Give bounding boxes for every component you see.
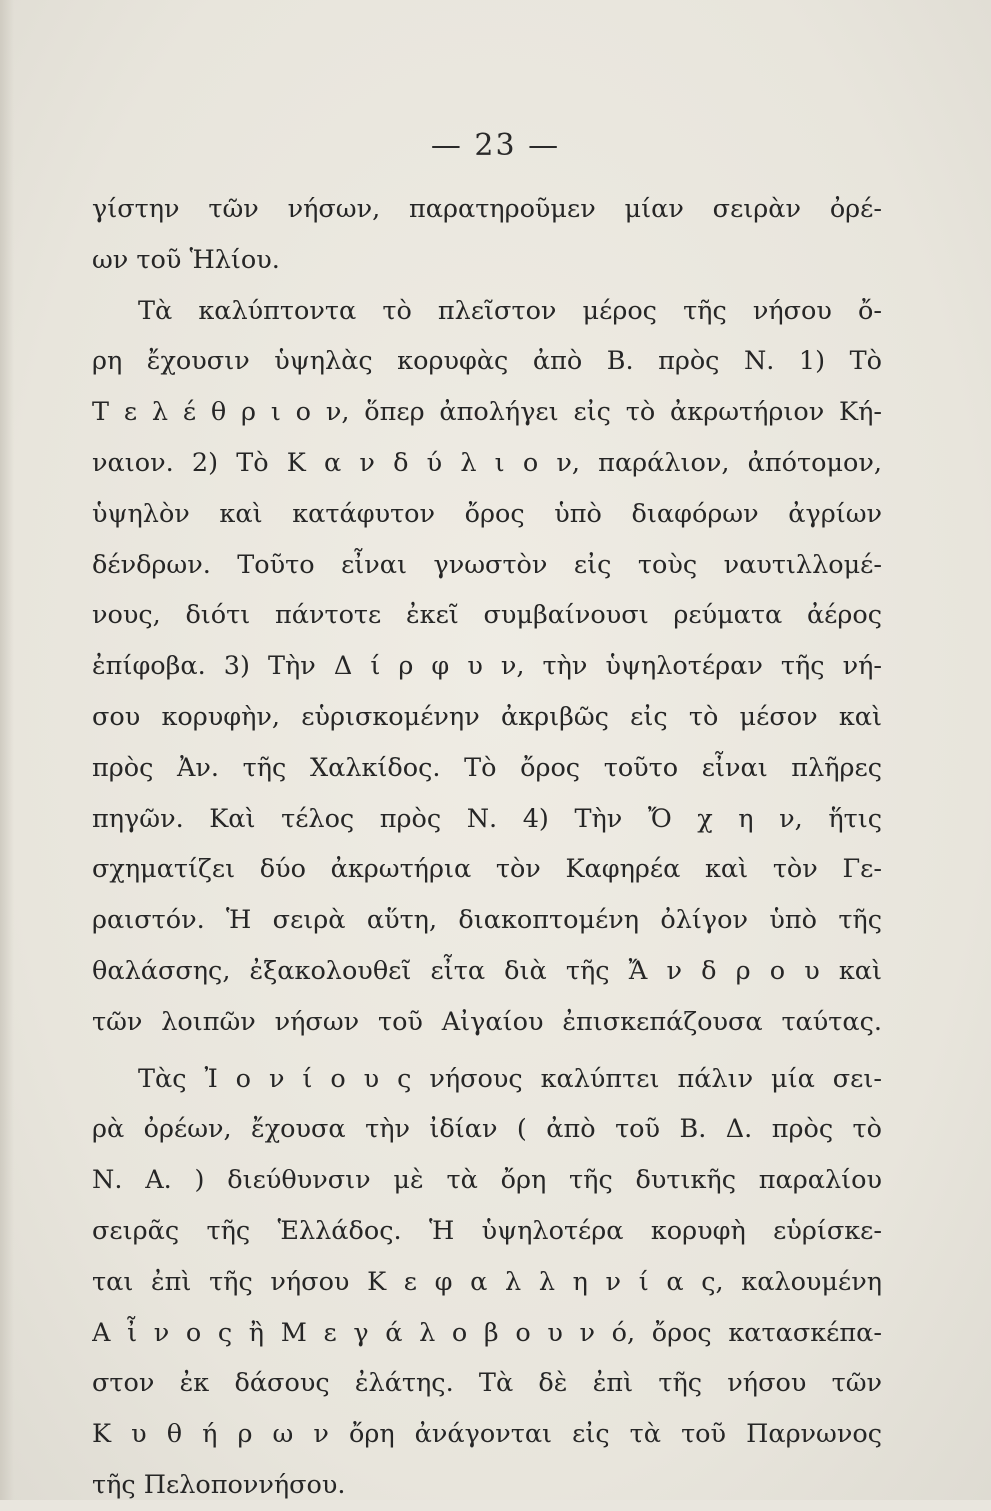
- text-line: Α ἶ ν ο ς ἢ Μ ε γ ά λ ο β ο υ ν ό, ὄρος κατασκέπα-: [92, 1317, 882, 1348]
- text-line: τῆς Πελοποννήσου.: [92, 1469, 346, 1500]
- paragraph-start-line: Τὰ καλύπτοντα τὸ πλεῖστον μέρος τῆς νήσου ὄ-: [138, 295, 882, 326]
- text-line: γίστην τῶν νήσων, παρατηροῦμεν μίαν σειρὰν ὀρέ-: [92, 194, 882, 224]
- text-line: στον ἐκ δάσους ἐλάτης. Τὰ δὲ ἐπὶ τῆς νήσου τῶν: [92, 1368, 882, 1399]
- text-line: σειρᾶς τῆς Ἑλλάδος. Ἡ ὑψηλοτέρα κορυφὴ εὑρίσκε-: [92, 1215, 882, 1246]
- text-line: ἐπίφοβα. 3) Τὴν Δ ί ρ φ υ ν, τὴν ὑψηλοτέραν τῆς νή-: [92, 651, 882, 682]
- text-line: Τ ε λ έ θ ρ ι ο ν, ὅπερ ἀπολήγει εἰς τὸ ἀκρωτήριον Κή-: [92, 397, 882, 428]
- text-line: ναιον. 2) Τὸ Κ α ν δ ύ λ ι ο ν, παράλιον, ἀπότομον,: [92, 447, 882, 478]
- page-number: — 23 —: [430, 128, 561, 163]
- text-line: πηγῶν. Καὶ τέλος πρὸς Ν. 4) Τὴν Ὄ χ η ν, ἥτις: [92, 803, 882, 834]
- text-line: ὑψηλὸν καὶ κατάφυτον ὄρος ὑπὸ διαφόρων ἀγρίων: [92, 498, 882, 529]
- text-line: τῶν λοιπῶν νήσων τοῦ Αἰγαίου ἐπισκεπάζουσα ταύτας.: [92, 1006, 882, 1037]
- text-line: Κ υ θ ή ρ ω ν ὄρη ἀνάγονται εἰς τὰ τοῦ Παρνωνος: [92, 1419, 882, 1450]
- paragraph-start-line: Τὰς Ἰ ο ν ί ο υ ς νήσους καλύπτει πάλιν μία σει-: [138, 1063, 882, 1094]
- body-text: [92, 184, 882, 1511]
- text-line: θαλάσσης, ἐξακολουθεῖ εἶτα διὰ τῆς Ἄ ν δ ρ ο υ καὶ: [92, 955, 882, 986]
- text-line: ραιστόν. Ἡ σειρὰ αὕτη, διακοπτομένη ὀλίγον ὑπὸ τῆς: [92, 905, 882, 936]
- text-line: σχηματίζει δύο ἀκρωτήρια τὸν Καφηρέα καὶ τὸν Γε-: [92, 854, 882, 885]
- text-line: ρὰ ὀρέων, ἔχουσα τὴν ἰδίαν ( ἀπὸ τοῦ Β. Δ. πρὸς τὸ: [92, 1114, 882, 1145]
- text-line: ται ἐπὶ τῆς νήσου Κ ε φ α λ λ η ν ί α ς, καλουμένη: [92, 1266, 882, 1297]
- text-line: σου κορυφὴν, εὑρισκομένην ἀκριβῶς εἰς τὸ μέσον καὶ: [92, 701, 882, 732]
- page-edge-shadow: [0, 0, 14, 1500]
- text-line: δένδρων. Τοῦτο εἶναι γνωστὸν εἰς τοὺς ναυτιλλομέ-: [92, 549, 882, 580]
- text-line: ων τοῦ Ἡλίου.: [92, 244, 280, 275]
- text-line: νους, διότι πάντοτε ἐκεῖ συμβαίνουσι ρεύματα ἀέρος: [92, 600, 882, 631]
- text-line: ρη ἔχουσιν ὑψηλὰς κορυφὰς ἀπὸ Β. πρὸς Ν. 1) Τὸ: [92, 346, 882, 377]
- text-line: πρὸς Ἀν. τῆς Χαλκίδος. Τὸ ὄρος τοῦτο εἶναι πλῆρες: [92, 752, 882, 783]
- text-line: Ν. Α. ) διεύθυνσιν μὲ τὰ ὄρη τῆς δυτικῆς παραλίου: [92, 1165, 882, 1196]
